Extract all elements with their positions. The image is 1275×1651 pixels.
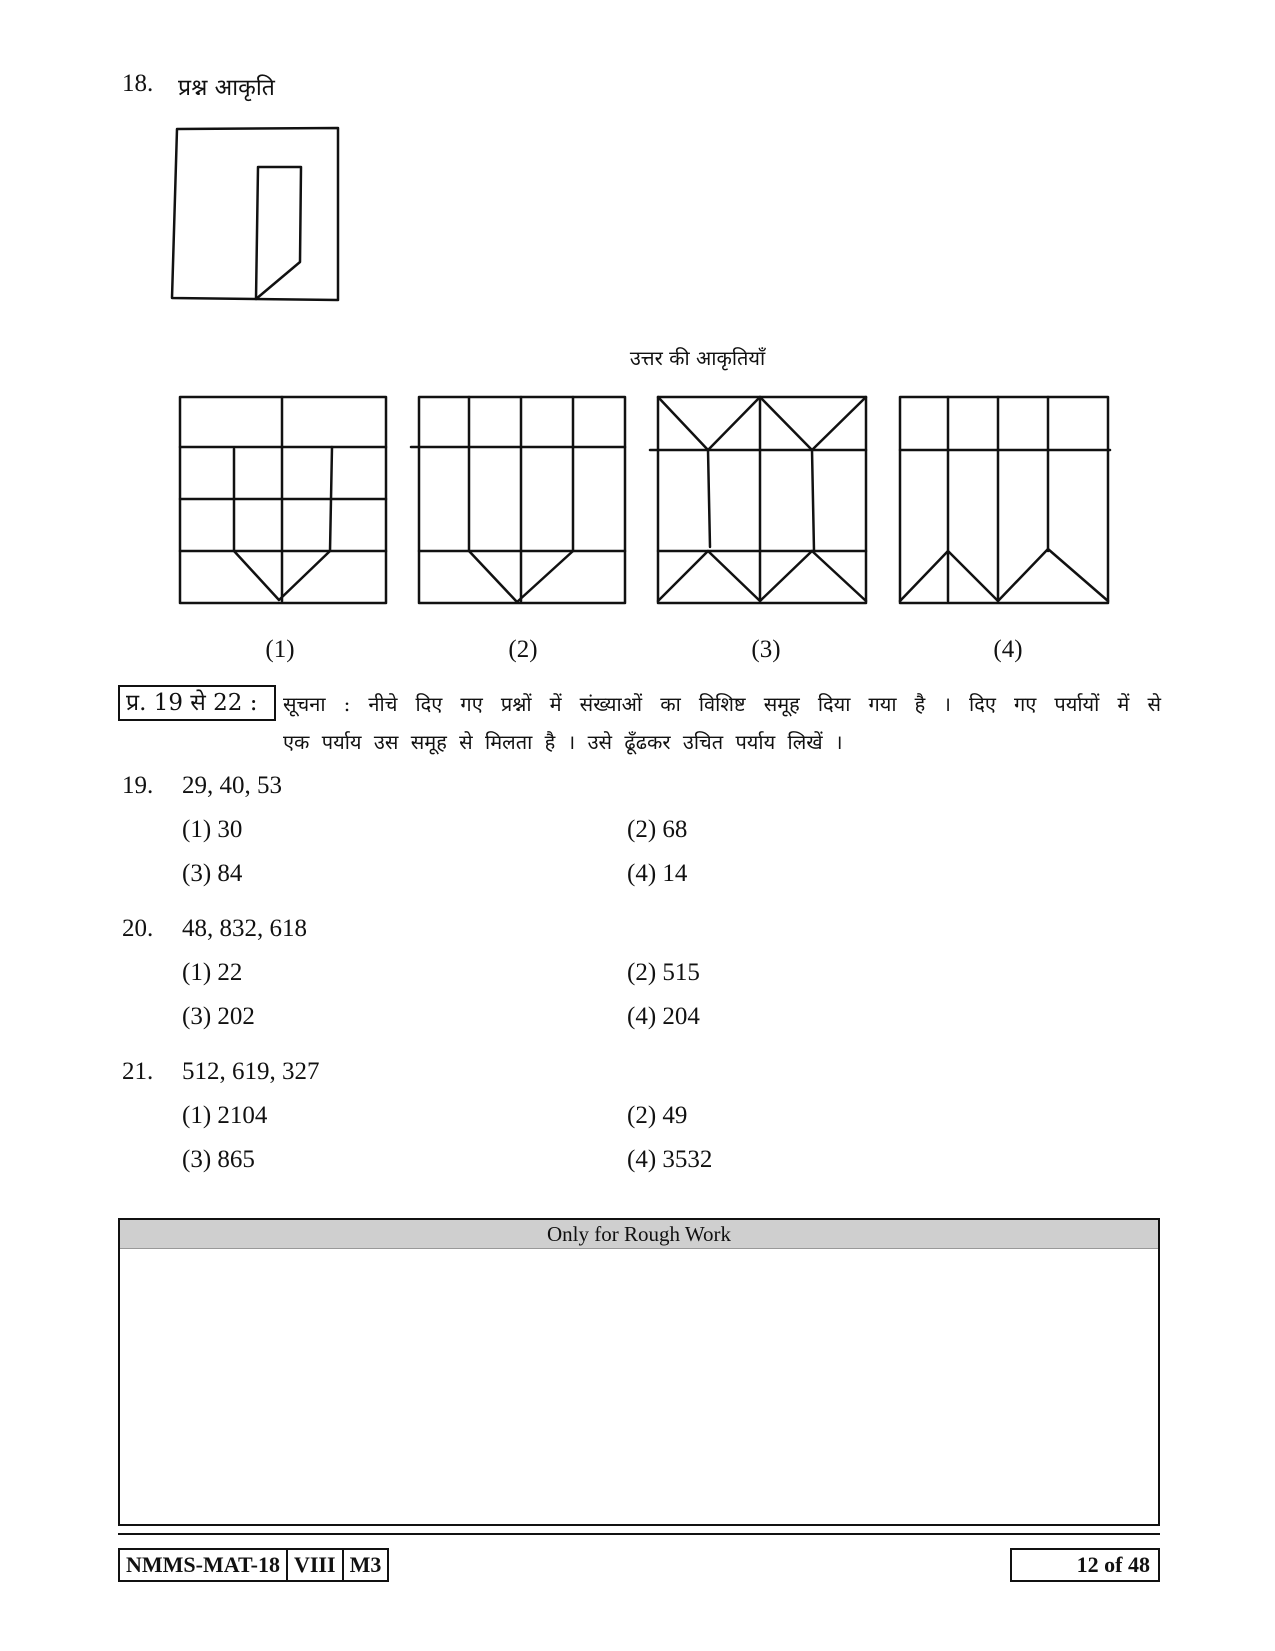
answer-option-1-label: (1)	[265, 636, 295, 663]
footer-set: M3	[349, 1552, 382, 1577]
question-18-title: प्रश्न आकृति	[178, 75, 275, 101]
question-20-option-4[interactable]: (4) 204	[627, 1003, 700, 1030]
question-19-option-4[interactable]: (4) 14	[627, 860, 688, 887]
question-18-number: 18.	[122, 70, 154, 97]
question-20-option-1[interactable]: (1) 22	[182, 959, 243, 986]
instruction-tag: प्र. 19 से 22 :	[118, 685, 276, 721]
question-21-sequence: 512, 619, 327	[182, 1058, 320, 1085]
question-19-option-1[interactable]: (1) 30	[182, 816, 243, 843]
question-21-number: 21.	[122, 1058, 154, 1085]
instruction-line-1: सूचना : नीचे दिए गए प्रश्नों में संख्याओं का विशिष्ट समूह दिया गया है । दिए गए पर्यायों में से	[283, 692, 1161, 716]
question-21-option-1[interactable]: (1) 2104	[182, 1102, 268, 1129]
question-20-option-2[interactable]: (2) 515	[627, 959, 700, 986]
question-figure-inner-shape	[256, 167, 301, 299]
answer-figure-4[interactable]	[898, 395, 1113, 605]
answer-figure-2[interactable]	[417, 395, 627, 605]
rough-work-label: Only for Rough Work	[120, 1220, 1158, 1249]
footer-class: VIII	[288, 1550, 344, 1580]
question-19-number: 19.	[122, 772, 154, 799]
answer-figure-3[interactable]	[656, 395, 871, 605]
footer-exam-code: NMMS-MAT-18	[120, 1550, 288, 1580]
footer-page-number: 12 of 48	[1010, 1548, 1160, 1582]
question-19-option-3[interactable]: (3) 84	[182, 860, 243, 887]
answer-figures-title: उत्तर की आकृतियाँ	[629, 346, 766, 370]
question-20-sequence: 48, 832, 618	[182, 915, 307, 942]
question-20-number: 20.	[122, 915, 154, 942]
question-19-sequence: 29, 40, 53	[182, 772, 282, 799]
answer-figure-1[interactable]	[178, 395, 388, 605]
answer-option-2-label: (2)	[508, 636, 538, 663]
question-21-option-3[interactable]: (3) 865	[182, 1146, 255, 1173]
answer-option-4-label: (4)	[993, 636, 1023, 663]
rough-work-box[interactable]	[118, 1218, 1160, 1526]
question-figure-outer-square	[172, 128, 338, 300]
footer-paper-code	[118, 1548, 389, 1582]
question-19-option-2[interactable]: (2) 68	[627, 816, 688, 843]
answer-option-3-label: (3)	[751, 636, 781, 663]
question-20-option-3[interactable]: (3) 202	[182, 1003, 255, 1030]
answer-figure-4-frame	[900, 397, 1108, 603]
instruction-line-2: एक पर्याय उस समूह से मिलता है । उसे ढूँढकर उचित पर्याय लिखें ।	[283, 730, 843, 754]
question-21-option-4[interactable]: (4) 3532	[627, 1146, 713, 1173]
question-21-option-2[interactable]: (2) 49	[627, 1102, 688, 1129]
question-figure	[170, 125, 355, 305]
footer-divider	[118, 1533, 1160, 1535]
